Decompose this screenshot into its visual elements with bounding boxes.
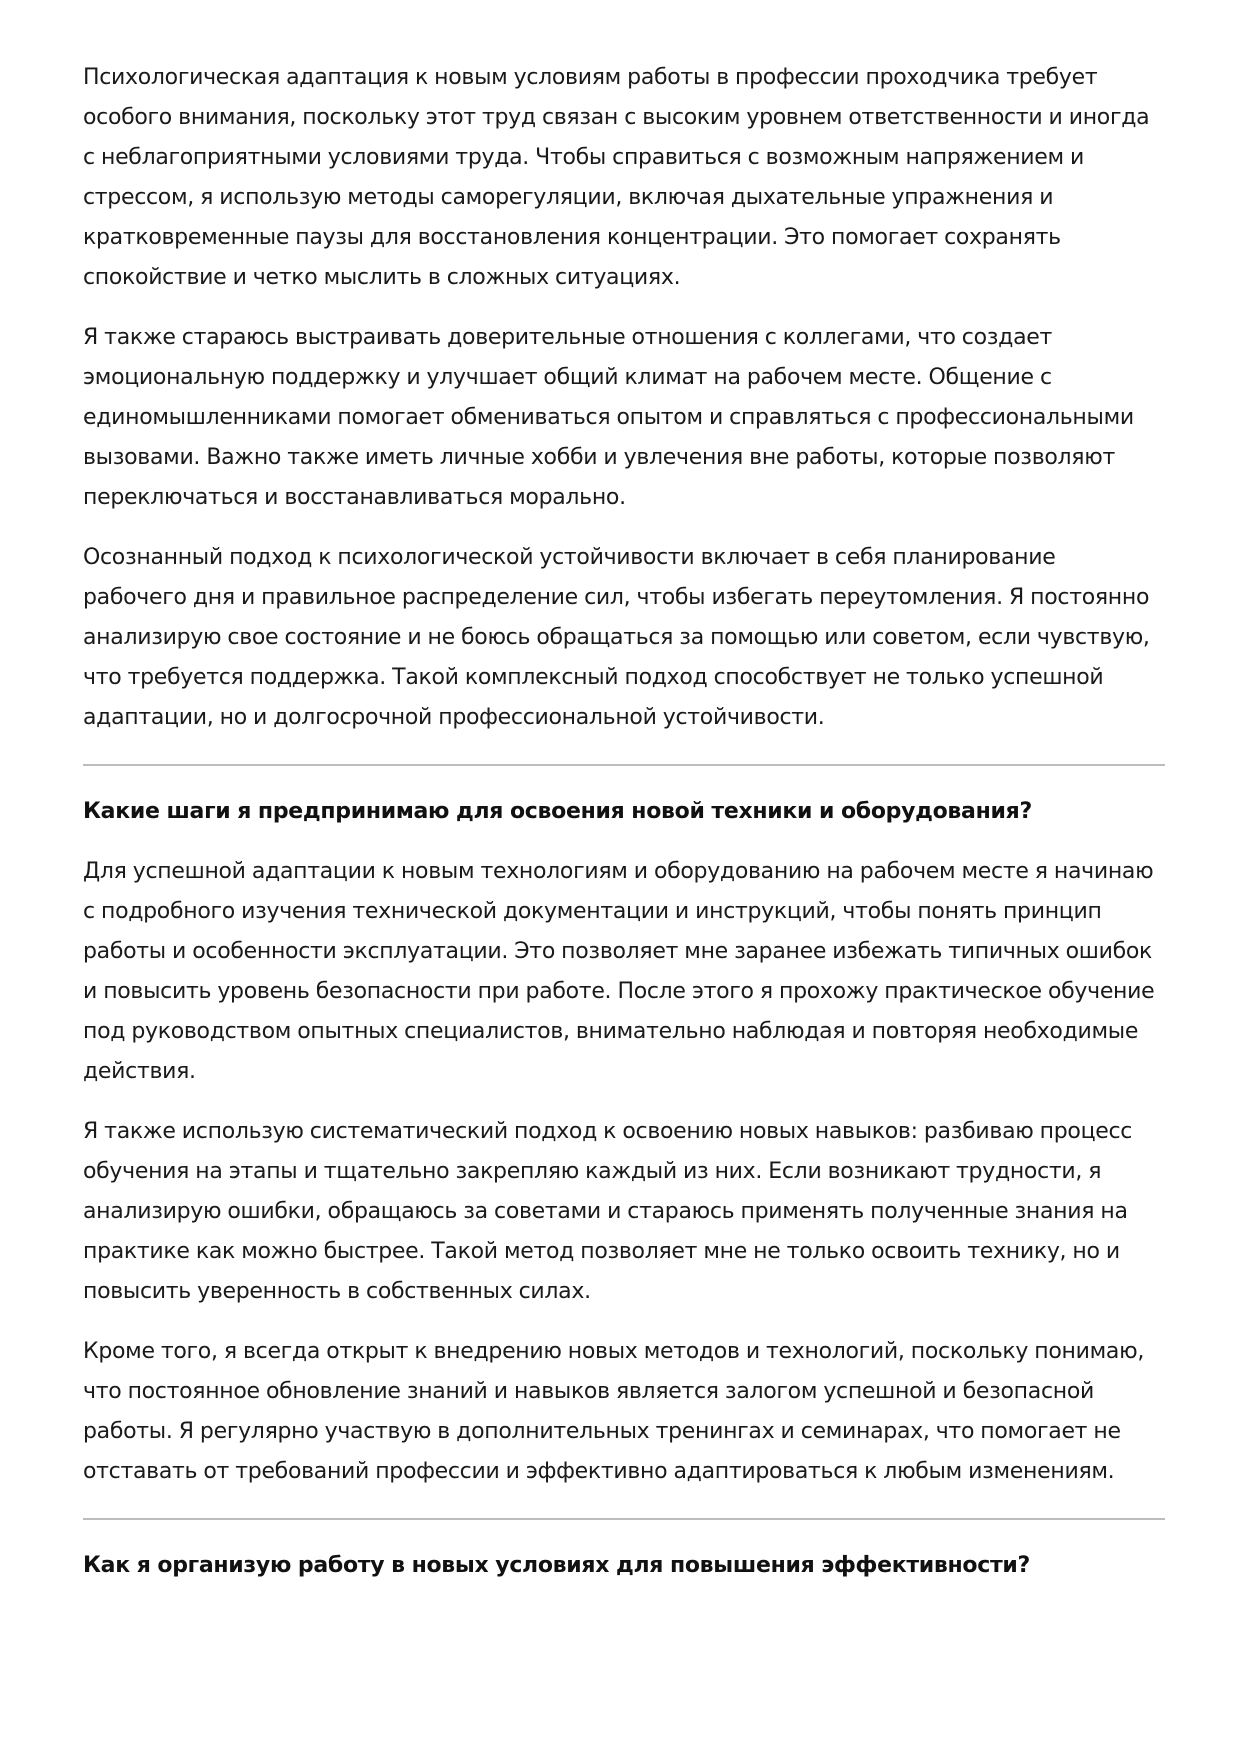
paragraph: Осознанный подход к психологической устойчивости включает в себя планирование рабочего дня и правильное распределение сил, чтобы избегать переутомления. Я постоянно анализирую свое состояние и не боюсь обращаться за помощью или советом, если чувствую, что требуется поддержка. Такой комплексный подход способствует не только успешной адаптации, но и долгосрочной профессиональной устойчивости. — [83, 545, 1150, 730]
paragraph: Кроме того, я всегда открыт к внедрению новых методов и технологий, поскольку понимаю, что постоянное обновление знаний и навыков является залогом успешной и безопасной работы. Я регулярно участвую в дополнительных тренингах и семинарах, что помогает не отставать от требований профессии и эффективно адаптироваться к любым изменениям. — [83, 1339, 1145, 1484]
section-heading: Как я организую работу в новых условиях для повышения эффективности? — [83, 1553, 1031, 1578]
paragraph: Психологическая адаптация к новым условиям работы в профессии проходчика требует особого внимания, поскольку этот труд связан с высоким уровнем ответственности и иногда с неблагоприятными условиями труда. Чтобы справиться с возможным напряжением и стрессом, я использую методы саморегуляции, включая дыхательные упражнения и кратковременные паузы для восстановления концентрации. Это помогает сохранять спокойствие и четко мыслить в сложных ситуациях. — [83, 65, 1150, 290]
section-divider — [83, 764, 1165, 766]
paragraph: Для успешной адаптации к новым технологиям и оборудованию на рабочем месте я начинаю с подробного изучения технической документации и инструкций, чтобы понять принцип работы и особенности эксплуатации. Это позволяет мне заранее избежать типичных ошибок и повысить уровень безопасности при работе. После этого я прохожу практическое обучение под руководством опытных специалистов, внимательно наблюдая и повторяя необходимые действия. — [83, 859, 1155, 1084]
paragraph: Я также использую систематический подход к освоению новых навыков: разбиваю процесс обучения на этапы и тщательно закрепляю каждый из них. Если возникают трудности, я анализирую ошибки, обращаюсь за советами и стараюсь применять полученные знания на практике как можно быстрее. Такой метод позволяет мне не только освоить технику, но и повысить уверенность в собственных силах. — [83, 1119, 1133, 1304]
section-heading: Какие шаги я предпринимаю для освоения новой техники и оборудования? — [83, 799, 1032, 824]
section-divider — [83, 1518, 1165, 1520]
section-psychological-adaptation — [83, 58, 1165, 738]
section-equipment-mastery — [83, 792, 1165, 1492]
paragraph: Я также стараюсь выстраивать доверительные отношения с коллегами, что создает эмоциональную поддержку и улучшает общий климат на рабочем месте. Общение с единомышленниками помогает обмениваться опытом и справляться с профессиональными вызовами. Важно также иметь личные хобби и увлечения вне работы, которые позволяют переключаться и восстанавливаться морально. — [83, 325, 1134, 510]
section-work-organization — [83, 1546, 1165, 1586]
document-page — [83, 58, 1165, 1606]
